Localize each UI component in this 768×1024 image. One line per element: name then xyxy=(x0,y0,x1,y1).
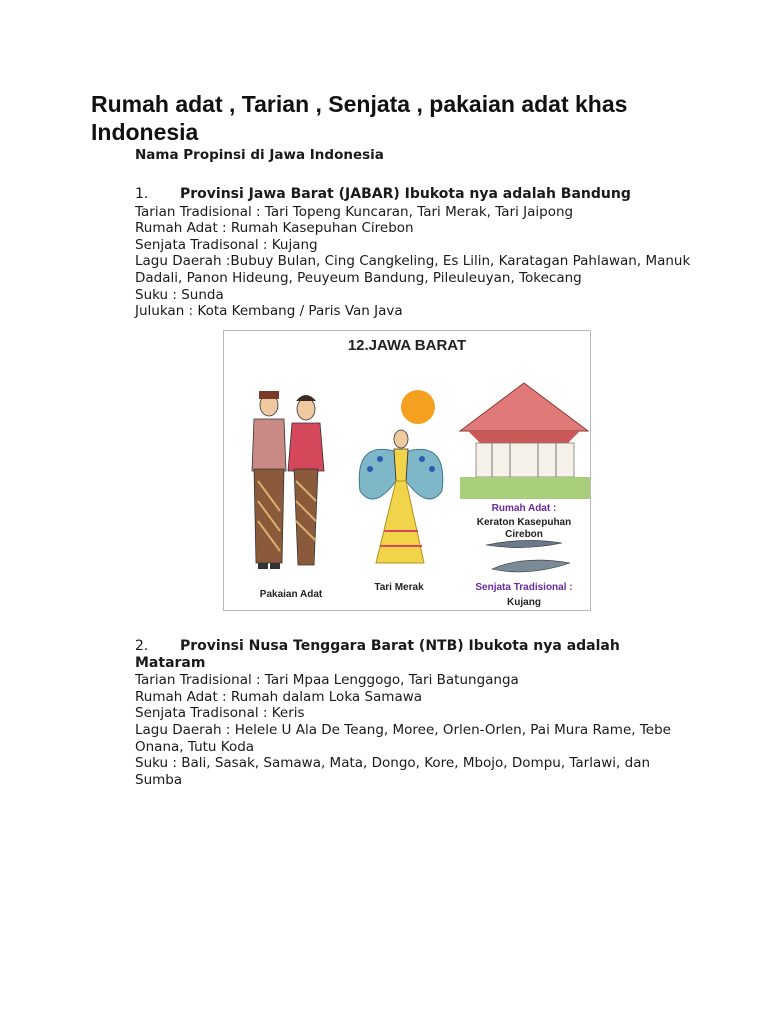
suku-line: Suku : Bali, Sasak, Samawa, Mata, Dongo, Kore, Mbojo, Dompu, Tarlawi, dan Sumba xyxy=(135,755,651,788)
rumah-adat-line: Rumah Adat : Rumah dalam Loka Samawa xyxy=(135,688,423,705)
caption-rumah-adat-name: Keraton Kasepuhan Cirebon xyxy=(476,517,572,540)
jawa-barat-illustration xyxy=(223,330,591,611)
province-section-ntb xyxy=(135,638,695,788)
document-subtitle: Nama Propinsi di Jawa Indonesia xyxy=(135,147,384,163)
province-heading xyxy=(135,638,695,671)
woman-figure xyxy=(288,395,324,565)
senjata-line: Senjata Tradisonal : Keris xyxy=(135,705,305,722)
section-number: 1. xyxy=(135,186,149,202)
caption-senjata-name: Kujang xyxy=(507,597,541,608)
sun-shape xyxy=(401,390,435,424)
lagu-daerah-line: Lagu Daerah :Bubuy Bulan, Cing Cangkeling, Es Lilin, Karatagan Pahlawan, Manuk Dadali, Panon Hideung, Peuyeum Bandung, Pileuleuyan, Tokecang xyxy=(135,253,691,286)
man-figure xyxy=(252,391,286,569)
merak-dancer xyxy=(359,430,443,563)
julukan-line: Julukan : Kota Kembang / Paris Van Java xyxy=(135,303,403,320)
tarian-line: Tarian Tradisional : Tari Mpaa Lenggogo, Tari Batunganga xyxy=(135,672,519,689)
senjata-line: Senjata Tradisonal : Kujang xyxy=(135,236,318,253)
caption-senjata-label: Senjata Tradisional : xyxy=(475,582,573,593)
illustration-title: 12.JAWA BARAT xyxy=(347,337,467,354)
heading-text: Provinsi Jawa Barat (JABAR) Ibukota nya adalah Bandung xyxy=(180,186,631,202)
suku-line: Suku : Sunda xyxy=(135,286,224,303)
caption-rumah-adat-label: Rumah Adat : xyxy=(491,503,557,514)
section-number: 2. xyxy=(135,638,149,654)
province-heading xyxy=(135,186,695,203)
caption-pakaian-adat: Pakaian Adat xyxy=(259,589,323,600)
illustration-drawing xyxy=(224,331,590,610)
keraton-house xyxy=(460,383,590,499)
province-section-jabar xyxy=(135,186,695,320)
lagu-daerah-line: Lagu Daerah : Helele U Ala De Teang, Moree, Orlen-Orlen, Pai Mura Rame, Tebe Onana, Tutu Koda xyxy=(135,721,671,755)
kujang-weapon xyxy=(486,540,570,571)
rumah-adat-line: Rumah Adat : Rumah Kasepuhan Cirebon xyxy=(135,220,414,237)
caption-tari-merak: Tari Merak xyxy=(374,582,424,593)
document-title: Rumah adat , Tarian , Senjata , pakaian adat khas Indonesia xyxy=(91,91,628,145)
tarian-line: Tarian Tradisional : Tari Topeng Kuncaran, Tari Merak, Tari Jaipong xyxy=(135,203,574,220)
heading-text: Provinsi Nusa Tenggara Barat (NTB) Ibukota nya adalah Mataram xyxy=(135,638,620,671)
